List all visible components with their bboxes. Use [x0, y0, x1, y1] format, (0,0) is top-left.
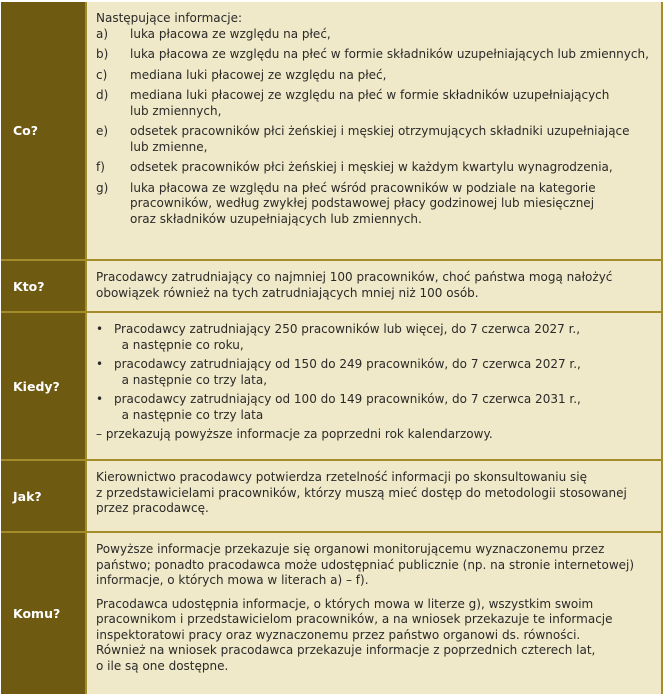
bullet-item [96, 357, 655, 388]
item-text: luka płacowa ze względu na płeć w formie składników uzupełniających lub zmiennych, [130, 47, 649, 61]
bullet-item [96, 392, 655, 423]
row-label-kto: Kto? [1, 261, 85, 311]
list-item [96, 47, 655, 63]
info-table [1, 2, 663, 694]
bullet-item [96, 322, 655, 353]
item-marker: c) [96, 67, 108, 82]
kiedy-footer: – przekazują powyższe informacje za poprzedni rok kalendarzowy. [96, 427, 493, 441]
row-co [1, 2, 663, 259]
jak-line: z przedstawicielami pracowników, którzy muszą mieć dostęp do metodologii stosowanej [96, 485, 627, 500]
item-text: mediana luki płacowej ze względu na płeć, [130, 67, 387, 82]
row-content-jak [87, 461, 661, 531]
item-text: luka płacowa ze względu na płeć, [130, 26, 331, 41]
item-marker: b) [96, 47, 109, 61]
item-line: lub zmiennych, [130, 103, 222, 118]
list-item [96, 160, 655, 176]
row-jak [1, 461, 663, 531]
jak-line: przez pracodawcę. [96, 501, 209, 515]
komu-line: państwo; ponadto pracodawca może udostępniać publicznie (np. na stronie internetowej) [96, 557, 635, 572]
item-line: lub zmienne, [130, 139, 208, 154]
row-label-jak: Jak? [1, 461, 85, 531]
row-label-co: Co? [1, 2, 85, 259]
row-content-komu [87, 533, 661, 694]
co-intro: Następujące informacje: [96, 11, 243, 25]
bullet-marker: • [96, 357, 104, 371]
item-marker: f) [96, 160, 105, 174]
kto-line: obowiązek również na tych zatrudniających mniej niż 100 osób. [96, 285, 479, 300]
komu-line: inspektoratowi pracy oraz wyznaczonemu przez państwo organowi ds. równości. [96, 627, 581, 642]
item-marker: e) [96, 124, 109, 138]
bullet-line: Pracodawcy zatrudniający 250 pracowników lub więcej, do 7 czerwca 2027 r., [114, 322, 581, 336]
bullet-line: pracodawcy zatrudniający od 150 do 249 pracowników, do 7 czerwca 2027 r., [114, 357, 581, 371]
list-item [96, 27, 655, 43]
list-item [96, 88, 655, 119]
item-text [130, 181, 655, 228]
bullet-text [114, 392, 655, 423]
row-content-kiedy [87, 313, 661, 459]
jak-line: Kierownictwo pracodawcy potwierdza rzetelność informacji po skonsultowaniu się [96, 470, 587, 484]
list-item [96, 124, 655, 155]
komu-line: Pracodawca udostępnia informacje, o których mowa w literze g), wszystkim swoim [96, 596, 594, 611]
komu-line: informacje, o których mowa w literach a) – f). [96, 573, 369, 587]
item-marker: d) [96, 88, 109, 102]
row-label-kiedy: Kiedy? [1, 313, 85, 459]
list-item [96, 68, 655, 84]
item-text [130, 88, 655, 119]
item-line: luka płacowa ze względu na płeć wśród pracowników w podziale na kategorie [130, 180, 596, 195]
item-text [130, 124, 655, 155]
bullet-text [114, 357, 655, 388]
komu-line: Powyższe informacje przekazuje się organowi monitorującemu wyznaczonemu przez [96, 542, 605, 556]
item-text: odsetek pracowników płci żeńskiej i męskiej w każdym kwartylu wynagrodzenia, [130, 160, 613, 174]
bullet-line: a następnie co roku, [121, 337, 244, 352]
row-content-kto [87, 261, 661, 311]
komu-line: o ile są one dostępne. [96, 658, 229, 673]
kto-line: Pracodawcy zatrudniający co najmniej 100 pracowników, choć państwa mogą nałożyć [96, 270, 613, 284]
bullet-marker: • [96, 322, 104, 336]
bullet-line: pracodawcy zatrudniający od 100 do 149 pracowników, do 7 czerwca 2031 r., [114, 392, 581, 406]
item-marker: g) [96, 180, 109, 195]
item-line: mediana luki płacowej ze względu na płeć w formie składników uzupełniających [130, 88, 610, 102]
bullet-line: a następnie co trzy lata [121, 407, 264, 422]
komu-line: pracownikom i przedstawicielom pracowników, a na wniosek przekazuje te informacje [96, 612, 613, 626]
bullet-text [114, 322, 655, 353]
komu-line: Również na wniosek pracodawca przekazuje informacje z poprzednich czterech lat, [96, 643, 596, 657]
row-kiedy [1, 313, 663, 459]
item-line: pracowników, według zwykłej podstawowej płacy godzinowej lub miesięcznej [130, 196, 595, 210]
item-marker: a) [96, 26, 109, 41]
row-label-komu: Komu? [1, 533, 85, 694]
bullet-marker: • [96, 392, 104, 406]
bullet-line: a następnie co trzy lata, [121, 372, 268, 387]
item-line: odsetek pracowników płci żeńskiej i męskiej otrzymujących składniki uzupełniające [130, 124, 630, 138]
row-kto [1, 261, 663, 311]
item-line: oraz składników uzupełniających lub zmiennych. [130, 211, 422, 226]
row-content-co [87, 2, 661, 259]
list-item [96, 181, 655, 228]
row-komu [1, 533, 663, 694]
